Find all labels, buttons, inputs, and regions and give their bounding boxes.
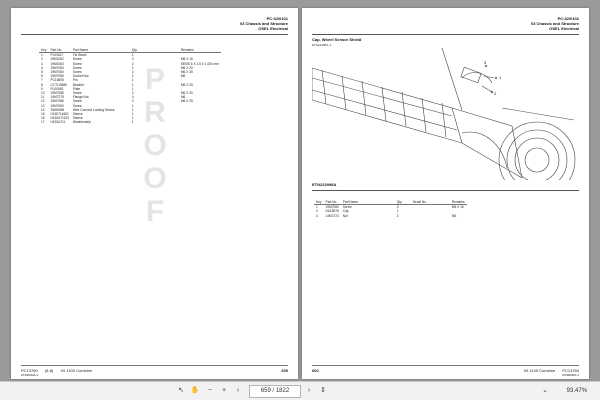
col-part-no: Part No.	[49, 48, 71, 53]
table-cell: 3	[41, 61, 43, 66]
table-cell: Sleeve	[72, 116, 83, 121]
table-cell: 19M7080	[50, 74, 64, 79]
table-cell: 1	[396, 209, 399, 214]
page-header	[531, 16, 579, 31]
table-cell: Bracket	[72, 82, 84, 87]
footer-page-number: 659	[281, 368, 288, 373]
footer-page-number: 660	[312, 368, 319, 373]
table-cell: 14	[41, 107, 45, 112]
header-rule	[312, 34, 579, 35]
table-cell: 19M7060	[50, 70, 64, 75]
proof-watermark: PROOF	[138, 63, 172, 228]
header-code: PC:32/0101	[266, 16, 288, 21]
table-cell: 19M7060	[50, 103, 64, 108]
table-cell: 19M1063	[50, 61, 64, 66]
table-cell: 11	[41, 95, 45, 100]
table-cell: Screw	[72, 70, 82, 75]
table-cell: 2	[131, 74, 134, 79]
table-cell: 1	[131, 107, 134, 112]
figure-rule	[312, 190, 579, 191]
table-cell: 1	[131, 112, 134, 117]
hand-icon[interactable]: ✋	[190, 387, 200, 394]
parts-table	[314, 200, 467, 218]
table-cell: Wire Connect Locking Device	[72, 107, 115, 112]
table-cell: 16	[41, 116, 45, 121]
table-cell: 19M7085	[50, 91, 64, 96]
table-cell: Flange Nut	[72, 95, 89, 100]
table-cell: Plate	[72, 86, 81, 91]
table-cell: 1	[131, 53, 134, 58]
table-cell: H152A711	[50, 120, 66, 125]
table-cell: M6 X 20	[180, 91, 193, 96]
footer-small-code: 073000MA-1	[561, 373, 579, 377]
table-cell: Cap	[342, 209, 349, 214]
header-subsection: OSEL Electrical	[258, 26, 288, 31]
document-page-left	[11, 8, 298, 379]
table-cell: 1	[131, 86, 134, 91]
table-cell: M6 X 16	[451, 205, 464, 210]
table-cell: 1	[131, 65, 134, 70]
table-cell: 4	[41, 65, 43, 70]
col-part-name: Part Name	[341, 200, 395, 205]
table-cell: M6	[180, 74, 186, 79]
header-section: 03 Chassis and Structure	[239, 21, 288, 26]
col-part-name: Part Name	[71, 48, 130, 53]
table-cell: PL00553	[50, 86, 64, 91]
parts-table	[39, 48, 221, 125]
header-rule	[21, 34, 288, 35]
table-cell: 12	[41, 99, 45, 104]
table-cell: 19M1062	[50, 57, 64, 62]
prev-page-icon[interactable]: ‹	[236, 387, 240, 394]
table-cell: 2	[396, 213, 399, 218]
table-cell: 4	[131, 95, 134, 100]
table-cell: CCT12M8K	[50, 82, 68, 87]
table-cell: 2	[396, 205, 399, 210]
table-cell: Screw	[342, 205, 352, 210]
col-qty: Qty.	[130, 48, 179, 53]
table-cell: 14M7273	[325, 213, 339, 218]
table-cell: 19M7083	[50, 65, 64, 70]
table-cell: Screw	[72, 57, 82, 62]
table-cell: M6	[451, 213, 457, 218]
col-remarks: Remarks	[451, 200, 465, 204]
footer-code: PC13760 (8-8) X9 1100 Combine	[21, 368, 93, 373]
table-cell: H152A71103	[50, 116, 69, 121]
table-cell: 19M7086	[50, 99, 64, 104]
table-cell: 1	[131, 78, 134, 83]
table-cell: SEMS 6 X 1.5 X 1,000 mm	[180, 61, 219, 66]
table-cell: Screw	[72, 61, 82, 66]
zoom-level[interactable]: 93.47%	[566, 388, 587, 394]
table-cell	[179, 120, 221, 124]
table-cell: 1	[131, 82, 134, 87]
table-cell: 6	[41, 74, 43, 79]
table-cell: DA18078	[325, 209, 339, 214]
page-header	[240, 16, 288, 31]
col-part-no: Part No.	[324, 200, 341, 205]
table-cell: M6 X 16	[180, 57, 193, 62]
table-cell: Screw	[72, 99, 82, 104]
table-cell: H150714601	[50, 112, 69, 117]
table-cell: M6 X 35	[180, 70, 193, 75]
footer-code: X9 1100 Combine PC13760	[523, 368, 579, 373]
zoom-dropdown-icon[interactable]: ⌄	[542, 387, 548, 394]
table-cell: 2	[131, 91, 134, 96]
table-cell: 14M7275	[50, 95, 64, 100]
table-cell: M6 X 20	[180, 65, 193, 70]
col-key: Key	[41, 48, 47, 52]
col-key: Key	[316, 200, 322, 204]
col-qty: Qty.	[395, 200, 411, 205]
col-remarks: Remarks	[179, 48, 221, 53]
table-cell: 1	[316, 205, 318, 210]
arrow-pointer-icon[interactable]: ↖	[178, 387, 184, 394]
table-cell: M6 X 25	[180, 82, 193, 87]
callout-2: 2	[494, 91, 497, 96]
table-cell: Socket Nut	[72, 74, 89, 79]
page-footer	[21, 365, 288, 377]
footer-small-code: 073000MA-1	[21, 373, 39, 377]
table-cell: 17	[41, 120, 45, 125]
table-cell: 1	[131, 116, 134, 121]
zoom-out-icon[interactable]: −	[207, 387, 213, 394]
table-cell: Weatherstrip	[72, 120, 91, 125]
next-page-icon[interactable]: ›	[307, 387, 311, 394]
table-cell: 15	[41, 112, 45, 117]
table-cell: 5	[41, 70, 43, 75]
header-code: PC:32/0102	[557, 16, 579, 21]
table-cell: 8	[41, 82, 43, 87]
table-cell: M6 X 25	[180, 99, 193, 104]
table-cell: 9	[41, 86, 43, 91]
table-cell: 7	[41, 78, 43, 83]
figure-label: ETN222998A	[312, 182, 337, 187]
table-cell: 2	[131, 70, 134, 75]
table-cell: 1	[131, 103, 134, 108]
table-cell: Tie Stand	[72, 53, 87, 58]
page-footer	[312, 365, 579, 377]
table-cell: 19M7080	[325, 205, 339, 210]
callout-3: 3	[484, 60, 487, 65]
table-cell: Screw	[72, 91, 82, 96]
table-cell: PL00617	[50, 53, 64, 58]
table-cell: 10	[41, 91, 45, 96]
table-cell: 2	[316, 209, 318, 214]
table-cell: Pin	[72, 78, 78, 83]
table-row	[314, 214, 467, 218]
table-cell: PC16805	[50, 78, 64, 83]
axle-illustration	[312, 48, 579, 180]
fit-page-icon[interactable]: ⇕	[320, 387, 326, 394]
zoom-in-icon[interactable]: +	[221, 387, 227, 394]
callout-1: 1	[499, 75, 502, 80]
table-cell: 2	[131, 99, 134, 104]
table-cell: 1	[131, 120, 134, 125]
table-cell: 13	[41, 103, 45, 108]
header-subsection: OSEL Electrical	[549, 26, 579, 31]
table-cell: SWN9M9	[50, 107, 65, 112]
table-cell: 2	[41, 57, 43, 62]
table-cell: Sleeve	[72, 112, 83, 117]
page-number-input[interactable]: 659 / 1822	[249, 385, 301, 398]
header-section: 03 Chassis and Structure	[530, 21, 579, 26]
section-title: Cap, Wheel Sensor Shield	[312, 37, 362, 42]
table-cell: 1	[41, 53, 43, 58]
viewer-toolbar	[0, 381, 600, 400]
table-cell: Screw	[72, 65, 82, 70]
table-cell: 3	[316, 213, 318, 218]
table-cell: 2	[131, 61, 134, 66]
table-cell: Nut	[342, 213, 348, 218]
table-cell: Screw	[72, 103, 82, 108]
col-serial: Serial No.	[411, 200, 450, 205]
table-row	[39, 120, 221, 124]
table-cell: M6	[180, 95, 186, 100]
table-cell: 2	[131, 57, 134, 62]
table-cell	[411, 214, 450, 218]
figure-code: ETN22288A -1	[312, 43, 332, 47]
document-page-right	[302, 8, 589, 379]
